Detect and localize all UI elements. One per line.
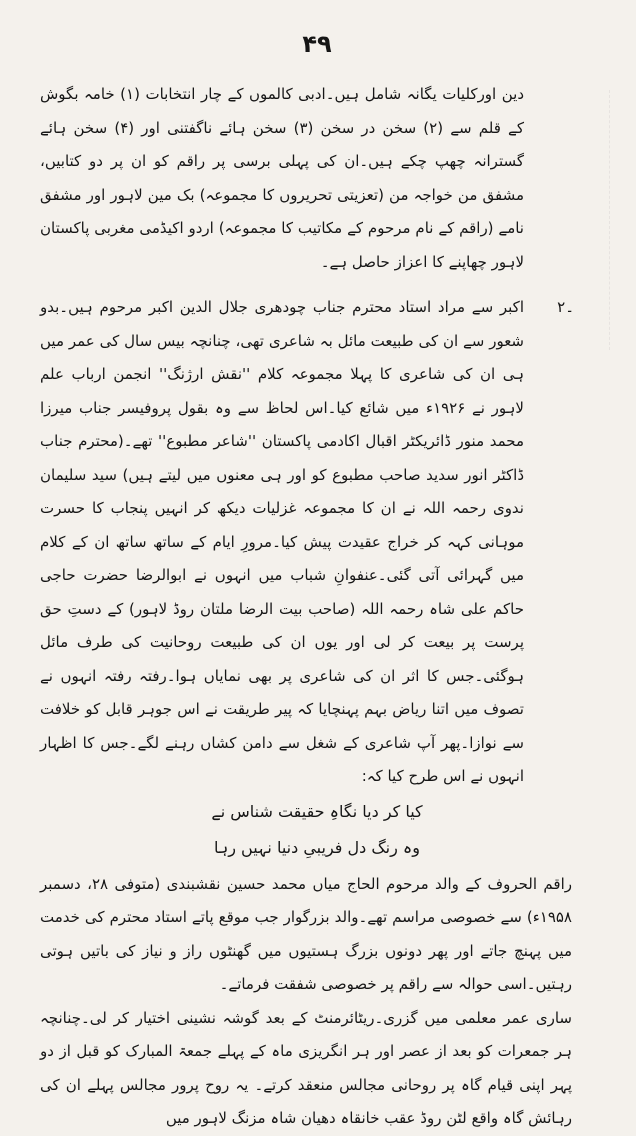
paragraph-father: راقم الحروف کے والد مرحوم الحاج میاں محمد حسین نقشبندی (متوفی ۲۸، دسمبر ۱۹۵۸ء) سے خصوصی مراسم تھے۔والد بزرگوار جب موقع پاتے استاد محترم کی خدمت میں پہنچ جاتے اور پھر دونوں بزرگ ہستیوں میں گھنٹوں راز و نیاز کی باتیں ہوتی رہتیں۔اسی حوالہ سے راقم پر خصوصی شفقت فرماتے۔ xyxy=(40,874,572,993)
page-number: ۴۹ xyxy=(302,30,332,58)
verse-line-1: کیا کر دیا نگاہِ حقیقت شناس نے xyxy=(211,801,423,821)
top-paragraph: دین اورکلیات یگانہ شامل ہیں۔ادبی کالموں کے چار انتخابات (۱) خامہ بگوش کے قلم سے (۲) سخن در سخن (۳) سخن ہائے ناگفتنی اور (۴) سخن ہائے گسترانہ چھپ چکے ہیں۔ان کی پہلی برسی پر راقم کو ان پر دو کتابیں، مشفق من خواجہ من (تعزیتی تحریروں کا مجموعہ) بک مین لاہور اور مشفق نامے (راقم کے نام مرحوم کے مکاتیب کا مجموعہ) اردو اکیڈمی مغربی پاکستان لاہور چھاپنے کا اعزاز حاصل ہے۔ xyxy=(40,85,524,271)
paragraph-gatherings: ساری عمر معلمی میں گزری۔ریٹائرمنٹ کے بعد گوشہ نشینی اختیار کر لی۔چنانچہ ہر جمعرات کو بعد از عصر اور ہر انگریزی ماہ کے پہلے جمعۃ المبارک کو قبل از دو پہر اپنی قیام گاہ پر روحانی مجالس منعقد کرتے۔ یہ روح پرور مجالس پہلے ان کی رہائش گاہ واقع لٹن روڈ عقب خانقاہ دھیان شاہ مزنگ لاہور میں xyxy=(40,1008,572,1127)
footnote-2 xyxy=(40,291,574,794)
verse-line-2: وہ رنگ دل فریبیِ دنیا نہیں رہا xyxy=(213,837,421,857)
footnote-marker: ۲۔ xyxy=(557,298,574,316)
margin-bleed-through xyxy=(609,90,636,350)
footnote-text: اکبر سے مراد استاد محترم جناب چودھری جلال الدین اکبر مرحوم ہیں۔بدو شعور سے ان کی طبیعت مائل بہ شاعری تھی، چنانچہ بیس سال کی عمر میں ہی ان کی شاعری کا پہلا مجموعہ کلام ''نقش ارژنگ'' انجمن ارباب علم لاہور نے ۱۹۲۶ء میں شائع کیا۔اس لحاظ سے وہ بقول پروفیسر جناب میرزا محمد منور ڈائریکٹر اقبال اکادمی پاکستان ''شاعر مطبوع'' تھے۔(محترم جناب ڈاکٹر انور سدید صاحب مطبوع کو اور ہی معنوں میں لیتے ہیں) سید سلیمان ندوی رحمہ اللہ نے ان کا مجموعہ غزلیات دیکھ کر انہیں پنجاب کا حسرت موہانی کہہ کر خراج عقیدت پیش کیا۔مرورِ ایام کے ساتھ ساتھ ان کے کلام میں گہرائی آتی گئی۔عنفوانِ شباب میں انہوں نے ابوالرضا حضرت حاجی حاکم علی شاہ رحمہ اللہ (صاحب بیت الرضا ملتان روڈ لاہور) کے دستِ حق پرست پر بیعت کر لی اور یوں ان کی طبیعت روحانیت کی طرف مائل ہوگئی۔جس کا اثر ان کی شاعری پر بھی نمایاں ہوا۔رفتہ رفتہ انہوں نے تصوف میں اتنا ریاض بہم پہنچایا کہ پیر طریقت نے اس جوہر قابل کو خلافت سے نوازا۔پھر آپ شاعری کے شغل سے دامن کشاں رہنے لگے۔جس کا اظہار انہوں نے اس طرح کیا کہ: xyxy=(40,298,524,785)
